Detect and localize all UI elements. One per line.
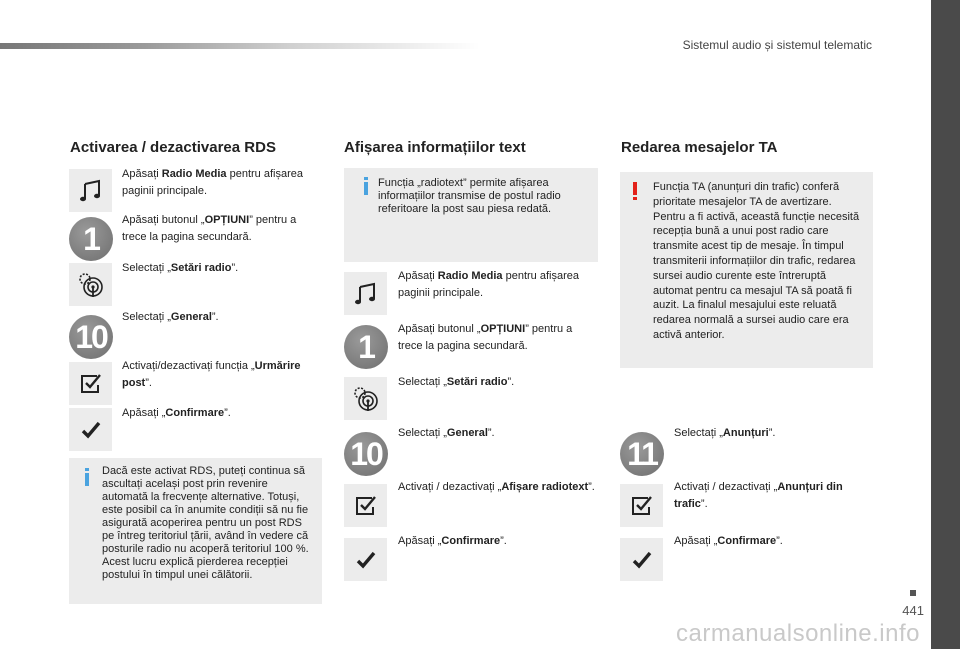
checkmark-icon: [69, 408, 112, 451]
checkmark-icon: [344, 538, 387, 581]
music-note-icon: [344, 272, 387, 315]
checkbox-toggle-icon: [344, 484, 387, 527]
info-icon: [85, 468, 89, 482]
right-sidebar-strip: [931, 0, 960, 649]
step-text: Apăsați Radio Media pentru afișarea paginii principale.: [122, 168, 303, 197]
page-marker: [910, 590, 916, 596]
step-number-badge: 10: [344, 432, 388, 476]
step-text: Apăsați „Confirmare”.: [398, 535, 507, 547]
step-text: Activați/dezactivați funcția „Urmărire post”.: [122, 360, 301, 389]
step-text: Selectați „General”.: [398, 427, 495, 439]
warning-panel: [620, 172, 873, 368]
step-text: Selectați „Setări radio”.: [122, 262, 239, 274]
page-header-title: Sistemul audio și sistemul telematic: [682, 38, 872, 52]
step-text: Selectați „Anunțuri”.: [674, 427, 776, 439]
section-title: Activarea / dezactivarea RDS: [70, 139, 276, 156]
step-text: Selectați „Setări radio”.: [398, 376, 515, 388]
warning-text: Funcția TA (anunțuri din trafic) conferă prioritate mesajelor TA de avertizare. Pentru a fi activă, această funcție necesită recepția bună a unui post radio care transmite acest tip de mesaje. În timpul transmiterii informațiilor din trafic, redarea sursei audio curente este întreruptă automat pentru ca mesajul TA să poată fi auzit. La finalul mesajului este reluată redarea normală a sursei audio care era activă anterior.: [653, 181, 860, 341]
section-title: Afișarea informațiilor text: [344, 139, 526, 156]
step-text: Apăsați „Confirmare”.: [674, 535, 783, 547]
info-text: Funcția „radiotext” permite afișarea informațiilor transmise de postul radio referitoare la post sau piesa redată.: [378, 177, 561, 215]
radio-settings-icon: [344, 377, 387, 420]
step-number-badge: 1: [344, 325, 388, 369]
step-text: Apăsați „Confirmare”.: [122, 407, 231, 419]
warning-icon: [633, 182, 637, 196]
checkbox-toggle-icon: [69, 362, 112, 405]
step-number-badge: 10: [69, 315, 113, 359]
checkmark-icon: [620, 538, 663, 581]
page-number: 441: [902, 603, 924, 618]
info-panel: [69, 458, 322, 604]
step-text: Activați / dezactivați „Afișare radiotext”.: [398, 481, 595, 493]
step-text: Apăsați butonul „OPȚIUNI” pentru a trece la pagina secundară.: [122, 214, 297, 243]
step-number-badge: 1: [69, 217, 113, 261]
watermark: carmanualsonline.info: [676, 620, 920, 647]
header-gradient-bar: [0, 43, 480, 49]
section-title: Redarea mesajelor TA: [621, 139, 778, 156]
step-text: Activați / dezactivați „Anunțuri din trafic”.: [674, 481, 843, 510]
step-number-badge: 11: [620, 432, 664, 476]
step-text: Apăsați butonul „OPȚIUNI” pentru a trece la pagina secundară.: [398, 323, 573, 352]
music-note-icon: [69, 169, 112, 212]
info-panel: [344, 168, 598, 262]
radio-settings-icon: [69, 263, 112, 306]
step-text: Apăsați Radio Media pentru afișarea paginii principale.: [398, 270, 579, 299]
step-text: Selectați „General”.: [122, 311, 219, 323]
info-icon: [364, 177, 368, 191]
info-text: Dacă este activat RDS, puteți continua să ascultați același post prin revenire automată la frecvențe alternative. Totuși, este posibil ca în anumite condiții să nu fie asigurată acoperirea pentru un post RDS pe întreg teritoriul țării, având în vedere că posturile radio nu acoperă teritoriul 100 %. Acest lucru explică pierderea recepției postului în timpul unei călătorii.: [102, 465, 309, 581]
checkbox-toggle-icon: [620, 484, 663, 527]
